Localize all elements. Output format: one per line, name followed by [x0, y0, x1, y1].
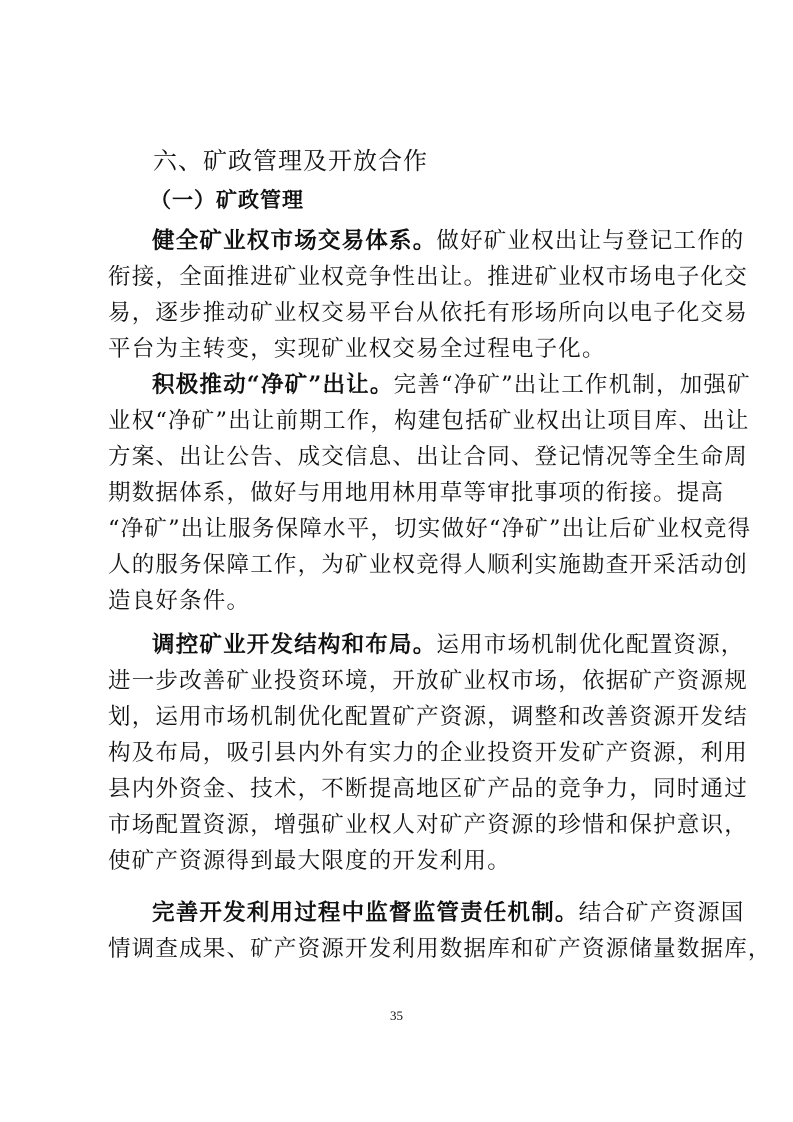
paragraph-1-line-1: 做好矿业权出让与登记工作的: [436, 228, 745, 254]
paragraph-3-line-6: 市场配置资源，增强矿业权人对矿产资源的珍惜和保护意识，: [108, 812, 748, 838]
section-heading: 六、矿政管理及开放合作: [153, 147, 428, 175]
paragraph-2-line-5: “净矿”出让服务保障水平，切实做好“净矿”出让后矿业权竞得: [108, 516, 752, 542]
paragraph-3-line-5: 县内外资金、技术，不断提高地区矿产品的竞争力，同时通过: [108, 776, 748, 802]
paragraph-2-line-7: 造良好条件。: [108, 588, 251, 614]
subsection-heading: （一）矿政管理: [150, 187, 304, 212]
paragraph-2-lead: 积极推动“净矿”出让。: [152, 372, 394, 398]
page-number: 35: [390, 1008, 403, 1023]
paragraph-1-line-4: 平台为主转变，实现矿业权交易全过程电子化。: [108, 336, 606, 362]
paragraph-4-lead: 完善开发利用过程中监督监管责任机制。: [152, 900, 579, 926]
paragraph-2-line-2: 业权“净矿”出让前期工作，构建包括矿业权出让项目库、出让: [108, 408, 750, 434]
paragraph-3-lead: 调控矿业开发结构和布局。: [152, 632, 437, 658]
paragraph-4-line-2: 情调查成果、矿产资源开发利用数据库和矿产资源储量数据库，: [108, 936, 772, 962]
paragraph-4-first-line: [152, 898, 745, 928]
paragraph-3-line-7: 使矿产资源得到最大限度的开发利用。: [108, 848, 511, 874]
paragraph-2-line-4: 期数据体系，做好与用地用林用草等审批事项的衔接。提高: [108, 480, 725, 506]
paragraph-3-line-4: 构及布局，吸引县内外有实力的企业投资开发矿产资源，利用: [108, 740, 748, 766]
paragraph-1-lead: 健全矿业权市场交易体系。: [152, 228, 437, 254]
paragraph-3-line-2: 进一步改善矿业投资环境，开放矿业权市场，依据矿产资源规: [108, 668, 748, 694]
paragraph-4-line-1: 结合矿产资源国: [578, 900, 745, 926]
paragraph-2-line-1: 完善“净矿”出让工作机制，加强矿: [393, 372, 751, 398]
paragraph-2-line-3: 方案、出让公告、成交信息、出让合同、登记情况等全生命周: [108, 444, 748, 470]
paragraph-3-first-line: [152, 630, 745, 660]
paragraph-3-line-3: 划，运用市场机制优化配置矿产资源，调整和改善资源开发结: [108, 704, 748, 730]
paragraph-1-line-2: 衔接，全面推进矿业权竞争性出让。推进矿业权市场电子化交: [108, 264, 748, 290]
paragraph-1-line-3: 易，逐步推动矿业权交易平台从依托有形场所向以电子化交易: [108, 300, 748, 326]
paragraph-2-line-6: 人的服务保障工作，为矿业权竞得人顺利实施勘查开采活动创: [108, 552, 748, 578]
paragraph-2-first-line: [152, 370, 751, 400]
paragraph-3-line-1: 运用市场机制优化配置资源，: [436, 632, 745, 658]
paragraph-1-first-line: [152, 226, 745, 256]
